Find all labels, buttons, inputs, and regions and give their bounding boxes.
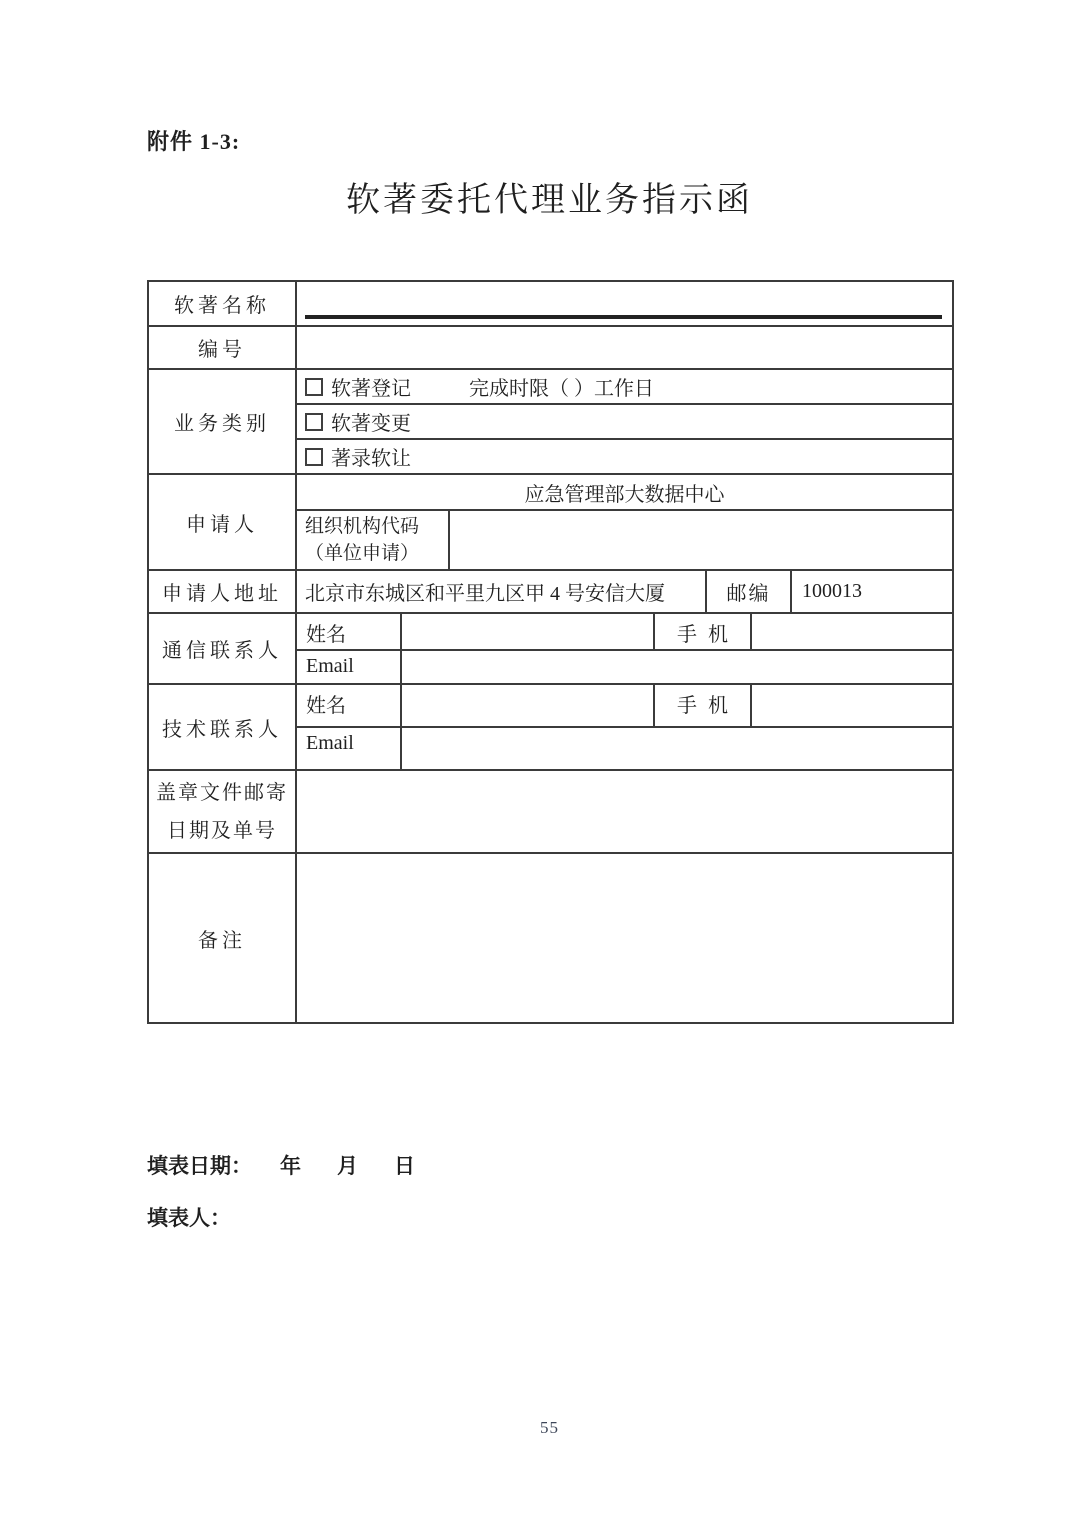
business-option-registration-label: 软著登记 [331,378,411,400]
applicant-name-value: 应急管理部大数据中心 [296,474,953,510]
row-address [148,570,953,613]
fill-date-month: 月 [337,1154,358,1178]
comm-mobile-value-cell [751,613,953,650]
instruction-form-table [147,280,954,1024]
remarks-value-cell [296,853,953,1023]
address-label: 申请人地址 [148,570,296,613]
checkbox-transfer-icon [305,448,323,466]
row-comm-contact-name [148,613,953,650]
document-content [147,128,952,1232]
tech-mobile-label: 手 机 [654,684,751,727]
attachment-label: 附件 1-3: [147,129,241,154]
row-mailing [148,770,953,853]
org-code-label-line2: （单位申请） [305,543,420,564]
row-remarks [148,853,953,1023]
business-option-transfer-cell [296,439,953,474]
serial-label: 编号 [148,326,296,369]
tech-contact-label: 技术联系人 [148,684,296,770]
fill-person-label: 填表人： [147,1206,231,1230]
address-value: 北京市东城区和平里九区甲 4 号安信大厦 [296,570,706,613]
org-code-label-line1: 组织机构代码 [305,516,420,537]
footer [147,1150,952,1232]
row-software-name [148,281,953,326]
mailing-label-cell [148,770,296,853]
tech-name-label: 姓名 [296,684,401,727]
applicant-label: 申请人 [148,474,296,570]
org-code-value-cell [449,510,953,570]
fill-date-day: 日 [394,1154,415,1178]
page-number: 55 [540,1418,559,1437]
mailing-label-line2: 日期及单号 [167,819,277,842]
comm-email-value-cell [401,650,953,684]
org-code-label-cell [296,510,449,570]
business-option-change-label: 软著变更 [331,413,411,435]
tech-name-value-cell [401,684,654,727]
postcode-value: 100013 [791,570,953,613]
deadline-text: 完成时限（ ）工作日 [469,378,654,400]
checkbox-registration-icon [305,378,323,396]
fill-date-year: 年 [280,1154,301,1178]
business-option-registration-cell [296,369,953,404]
mailing-label-line1: 盖章文件邮寄 [156,781,288,804]
tech-mobile-value-cell [751,684,953,727]
tech-email-value-cell [401,727,953,770]
business-category-label: 业务类别 [148,369,296,474]
comm-mobile-label: 手 机 [654,613,751,650]
fill-date-label: 填表日期： [147,1154,252,1178]
row-business-option-1 [148,369,953,404]
software-name-value-cell [296,281,953,326]
business-option-transfer-label: 著录软让 [331,448,411,470]
checkbox-change-icon [305,413,323,431]
software-name-label: 软著名称 [148,281,296,326]
comm-name-label: 姓名 [296,613,401,650]
row-tech-contact-name [148,684,953,727]
postcode-label: 邮编 [706,570,791,613]
software-name-underline [305,315,942,319]
page-title: 软著委托代理业务指示函 [346,182,753,219]
comm-name-value-cell [401,613,654,650]
remarks-label: 备注 [148,853,296,1023]
mailing-value-cell [296,770,953,853]
comm-email-label: Email [296,650,401,684]
serial-value-cell [296,326,953,369]
row-applicant-name [148,474,953,510]
fill-person-line [147,1202,952,1232]
comm-contact-label: 通信联系人 [148,613,296,684]
tech-email-label: Email [296,727,401,770]
row-serial [148,326,953,369]
business-option-change-cell [296,404,953,439]
fill-date-line [147,1150,952,1180]
